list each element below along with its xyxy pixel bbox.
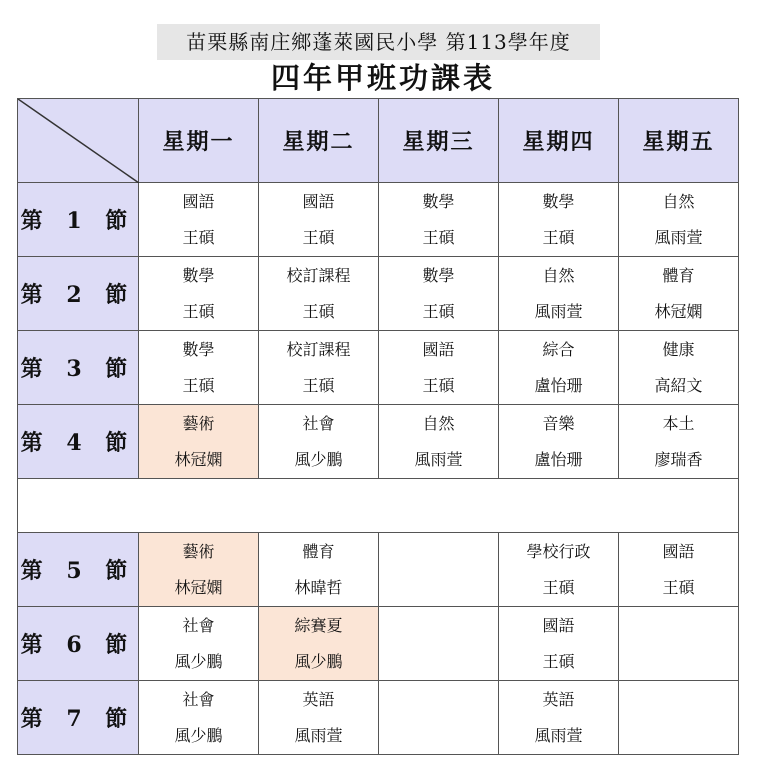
subject-name: 健康: [662, 339, 695, 359]
period-label: 第 5 節: [18, 533, 139, 607]
teacher-name: 林冠嫻: [174, 577, 223, 597]
subject-name: 英語: [542, 689, 575, 709]
teacher-name: 風少鵬: [294, 651, 343, 671]
subject-name: 數學: [542, 191, 575, 211]
period-label: 第 2 節: [18, 257, 139, 331]
subject-name: 自然: [542, 265, 575, 285]
page-title: 四年甲班功課表: [270, 61, 495, 95]
teacher-name: 風少鵬: [174, 651, 223, 671]
subject-name: 音樂: [542, 413, 575, 433]
teacher-name: 王碩: [662, 577, 695, 597]
class-cell: [139, 533, 259, 607]
class-cell: [139, 183, 259, 257]
class-cell: [499, 607, 619, 681]
subject-name: 校訂課程: [286, 339, 351, 359]
timetable: [17, 98, 739, 755]
period-label: 第 6 節: [18, 607, 139, 681]
day-header-thu: 星期四: [499, 99, 619, 183]
teacher-name: 盧怡珊: [534, 449, 583, 469]
teacher-name: 林暐哲: [294, 577, 343, 597]
subject-name: 數學: [422, 191, 455, 211]
class-cell: [259, 331, 379, 405]
teacher-name: 王碩: [542, 577, 575, 597]
teacher-name: 王碩: [422, 227, 455, 247]
class-cell: [619, 405, 739, 479]
period-row: [18, 533, 739, 607]
class-cell: [259, 607, 379, 681]
day-header-wed: 星期三: [379, 99, 499, 183]
subject-name: 國語: [182, 191, 215, 211]
subject-name: 英語: [302, 689, 335, 709]
class-cell: [619, 533, 739, 607]
class-cell: [619, 607, 739, 681]
subject-name: 自然: [662, 191, 695, 211]
teacher-name: 高紹文: [654, 375, 703, 395]
class-cell: [379, 257, 499, 331]
teacher-name: 風雨萱: [294, 725, 343, 745]
subject-name: 數學: [182, 265, 215, 285]
period-row: [18, 607, 739, 681]
class-cell: [499, 331, 619, 405]
teacher-name: 王碩: [302, 227, 335, 247]
class-cell: [259, 183, 379, 257]
teacher-name: 風少鵬: [294, 449, 343, 469]
teacher-name: 風雨萱: [534, 301, 583, 321]
subject-name: 國語: [422, 339, 455, 359]
teacher-name: 風雨萱: [654, 227, 703, 247]
teacher-name: 王碩: [182, 375, 215, 395]
teacher-name: 風雨萱: [414, 449, 463, 469]
class-cell: [619, 681, 739, 755]
class-cell: [619, 331, 739, 405]
subject-name: 自然: [422, 413, 455, 433]
teacher-name: 王碩: [422, 301, 455, 321]
subject-name: 綜賽夏: [294, 615, 343, 635]
period-label: 第 4 節: [18, 405, 139, 479]
subject-name: 體育: [662, 265, 695, 285]
teacher-name: 王碩: [542, 227, 575, 247]
period-label: 第 3 節: [18, 331, 139, 405]
teacher-name: 盧怡珊: [534, 375, 583, 395]
class-cell: [499, 681, 619, 755]
lunch-break-row: [18, 479, 739, 533]
class-cell: [139, 257, 259, 331]
teacher-name: 林冠嫻: [654, 301, 703, 321]
class-cell: [139, 405, 259, 479]
teacher-name: 王碩: [302, 375, 335, 395]
subject-name: 體育: [302, 541, 335, 561]
teacher-name: 林冠嫻: [174, 449, 223, 469]
class-cell: [379, 405, 499, 479]
header-row: [18, 99, 739, 183]
subject-name: 國語: [662, 541, 695, 561]
subject-name: 社會: [302, 413, 335, 433]
class-cell: [139, 607, 259, 681]
period-row: [18, 257, 739, 331]
subject-name: 藝術: [182, 413, 215, 433]
class-cell: [139, 681, 259, 755]
subject-name: 藝術: [182, 541, 215, 561]
class-cell: [379, 183, 499, 257]
subject-name: 學校行政: [526, 541, 591, 561]
class-cell: [259, 405, 379, 479]
period-row: [18, 405, 739, 479]
subject-name: 校訂課程: [286, 265, 351, 285]
teacher-name: 王碩: [182, 227, 215, 247]
teacher-name: 廖瑞香: [654, 449, 703, 469]
class-cell: [259, 681, 379, 755]
class-cell: [619, 183, 739, 257]
teacher-name: 風雨萱: [534, 725, 583, 745]
day-header-fri: 星期五: [619, 99, 739, 183]
class-cell: [499, 533, 619, 607]
period-label: 第 7 節: [18, 681, 139, 755]
corner-cell: [18, 99, 139, 183]
subject-name: 國語: [542, 615, 575, 635]
period-row: [18, 331, 739, 405]
teacher-name: 王碩: [302, 301, 335, 321]
subject-name: 數學: [422, 265, 455, 285]
lunch-break-cell: [18, 479, 739, 533]
class-cell: [379, 533, 499, 607]
class-cell: [259, 533, 379, 607]
period-row: [18, 681, 739, 755]
teacher-name: 王碩: [542, 651, 575, 671]
class-cell: [379, 681, 499, 755]
class-cell: [379, 331, 499, 405]
subject-name: 社會: [182, 615, 215, 635]
class-cell: [619, 257, 739, 331]
diagonal-line: [18, 99, 139, 183]
subject-name: 社會: [182, 689, 215, 709]
subject-name: 數學: [182, 339, 215, 359]
teacher-name: 風少鵬: [174, 725, 223, 745]
teacher-name: 王碩: [422, 375, 455, 395]
period-label: 第 1 節: [18, 183, 139, 257]
subject-name: 本土: [662, 413, 695, 433]
teacher-name: 王碩: [182, 301, 215, 321]
period-row: [18, 183, 739, 257]
class-cell: [499, 257, 619, 331]
class-cell: [499, 183, 619, 257]
class-cell: [499, 405, 619, 479]
day-header-mon: 星期一: [139, 99, 259, 183]
subject-name: 國語: [302, 191, 335, 211]
class-cell: [259, 257, 379, 331]
school-header: 苗栗縣南庄鄉蓬萊國民小學 第113學年度: [157, 24, 600, 60]
subject-name: 綜合: [542, 339, 575, 359]
class-cell: [379, 607, 499, 681]
class-cell: [139, 331, 259, 405]
day-header-tue: 星期二: [259, 99, 379, 183]
